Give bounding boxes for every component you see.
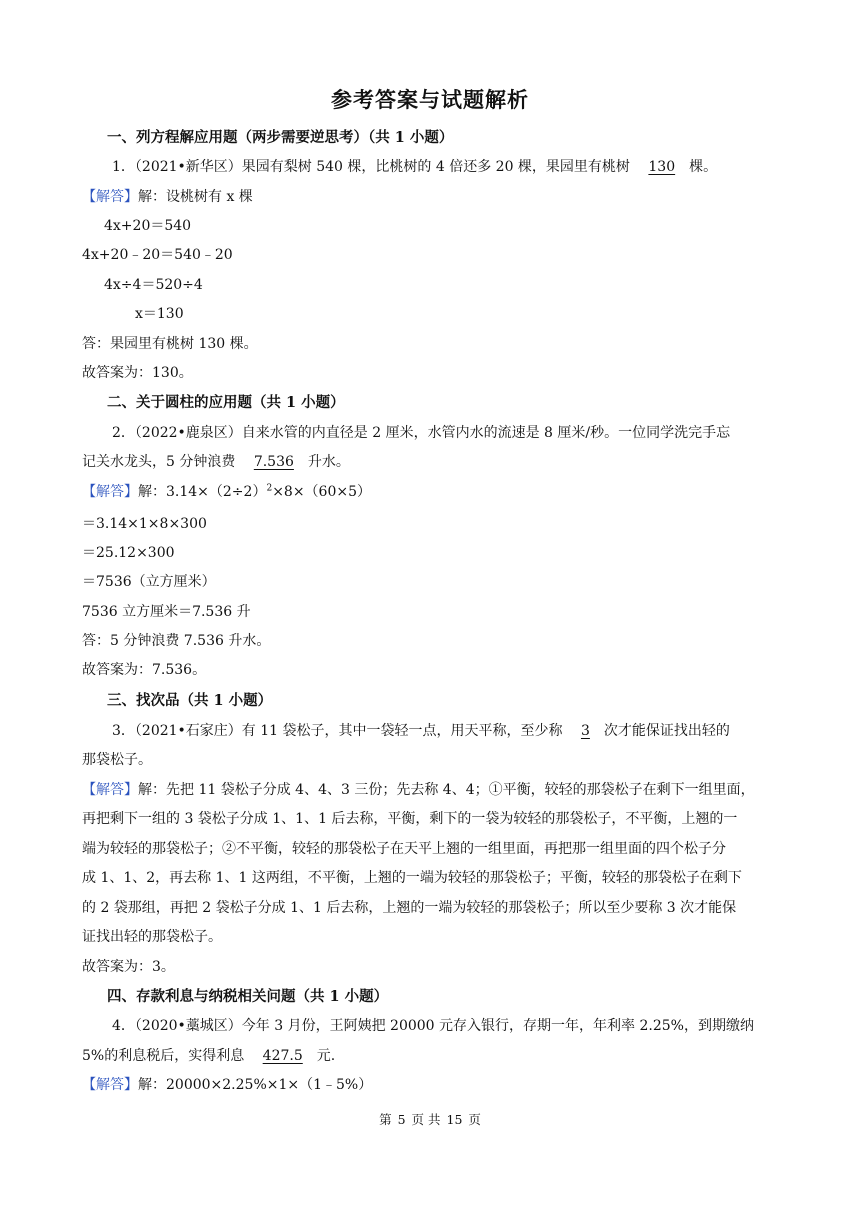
question-3-text-end: 次才能保证找出轻的: [603, 723, 730, 739]
question-4-text-end: 元.: [316, 1048, 336, 1064]
solution-3-text: 解：先把 11 袋松子分成 4、4、3 三份；先去称 4、4；①平衡，较轻的那袋松子在剩下一组里面，: [138, 782, 755, 798]
solution-3-line-4: 成 1、1、2，再去称 1、1 这两组，不平衡，上翘的一端为较轻的那袋松子；平衡，较轻的那袋松子在剩下: [82, 870, 742, 886]
solution-2-exponent: 2: [266, 483, 273, 494]
solution-3-line-3: 端为较轻的那袋松子；②不平衡，较轻的那袋松子在天平上翘的一组里面，再把那一组里面的四个松子分: [82, 841, 726, 857]
footer-page-number: 5: [397, 1112, 406, 1127]
page-title: 参考答案与试题解析: [331, 87, 529, 112]
question-2-stem-line-1: 2．（2022•鹿泉区）自来水管的内直径是 2 厘米，水管内水的流速是 8 厘米/秒。一位同学洗完手忘: [112, 425, 731, 441]
solution-2-step: ＝7536（立方厘米）: [82, 574, 216, 590]
question-2-text-end: 升水。: [307, 454, 350, 470]
section-heading-2: 二、关于圆柱的应用题（共 1 小题）: [107, 394, 345, 411]
question-3-stem-line-1: [112, 721, 730, 741]
solution-1-step: 4x+20﹣20＝540﹣20: [82, 247, 233, 263]
answer-tag: 【解答】: [82, 1077, 138, 1093]
solution-2-step: ＝3.14×1×8×300: [82, 516, 207, 532]
question-2-stem-line-2: [82, 452, 350, 472]
footer-prefix: 第: [379, 1112, 392, 1127]
section-heading-1: 一、列方程解应用题（两步需要逆思考）（共 1 小题）: [107, 129, 454, 146]
solution-2-conclusion: 答：5 分钟浪费 7.536 升水。: [82, 633, 271, 649]
solution-3-line-2: 再把剩下一组的 3 袋松子分成 1、1、1 后去称，平衡，剩下的一袋为较轻的那袋松子，不平衡，上翘的一: [82, 811, 738, 827]
solution-2-final: 故答案为：7.536。: [82, 662, 207, 678]
answer-tag: 【解答】: [82, 189, 138, 205]
solution-2-intro: [82, 482, 371, 502]
question-2-text: 记关水龙头，5 分钟浪费: [82, 454, 236, 470]
section-heading-4: 四、存款利息与纳税相关问题（共 1 小题）: [107, 988, 389, 1005]
answer-tag: 【解答】: [82, 484, 138, 500]
solution-1-text: 解：设桃树有 x 棵: [138, 189, 253, 205]
solution-1-conclusion: 答：果园里有桃树 130 棵。: [82, 336, 258, 352]
solution-4-text: 解：20000×2.25%×1×（1﹣5%）: [138, 1077, 373, 1093]
solution-2-step: ＝25.12×300: [82, 545, 175, 561]
question-3-answer-blank: 3: [580, 723, 590, 739]
solution-3-line-6: 证找出轻的那袋松子。: [82, 929, 222, 945]
solution-2-text-end: ×8×（60×5）: [272, 484, 372, 500]
question-2-answer-blank: 7.536: [253, 454, 294, 470]
solution-1-intro: [82, 187, 253, 207]
question-1-stem: [112, 157, 717, 177]
question-1-text-end: 棵。: [689, 159, 718, 175]
question-4-stem-line-1: 4．（2020•藁城区）今年 3 月份，王阿姨把 20000 元存入银行，存期一年，年利率 2.25%，到期缴纳: [112, 1018, 754, 1034]
footer-total-pages: 15: [446, 1112, 463, 1127]
question-3-text: 3．（2021•石家庄）有 11 袋松子，其中一袋轻一点，用天平称，至少称: [112, 723, 563, 739]
solution-3-final: 故答案为：3。: [82, 959, 175, 975]
solution-3-line-5: 的 2 袋那组，再把 2 袋松子分成 1、1 后去称，上翘的一端为较轻的那袋松子；所以至少要称 3 次才能保: [82, 900, 737, 916]
question-1-text: 1．（2021•新华区）果园有梨树 540 棵，比桃树的 4 倍还多 20 棵，果园里有桃树: [112, 159, 630, 175]
solution-2-text: 解：3.14×（2÷2）: [138, 484, 267, 500]
question-4-text: 5%的利息税后，实得利息: [82, 1048, 245, 1064]
footer-middle: 页 共: [411, 1112, 441, 1127]
solution-2-step: 7536 立方厘米＝7.536 升: [82, 604, 251, 620]
solution-1-final: 故答案为：130。: [82, 365, 193, 381]
solution-4-intro: [82, 1075, 372, 1095]
solution-1-step: 4x÷4＝520÷4: [104, 277, 203, 293]
page-footer: [0, 1110, 860, 1128]
section-heading-3: 三、找次品（共 1 小题）: [107, 692, 273, 709]
answer-tag: 【解答】: [82, 782, 138, 798]
solution-1-step: x＝130: [135, 306, 184, 322]
question-3-stem-line-2: 那袋松子。: [82, 752, 152, 768]
question-4-answer-blank: 427.5: [262, 1048, 303, 1064]
question-1-answer-blank: 130: [648, 159, 676, 175]
solution-3-line-1: [82, 780, 755, 800]
question-4-stem-line-2: [82, 1046, 335, 1066]
footer-suffix: 页: [468, 1112, 481, 1127]
solution-1-step: 4x+20＝540: [104, 218, 192, 234]
